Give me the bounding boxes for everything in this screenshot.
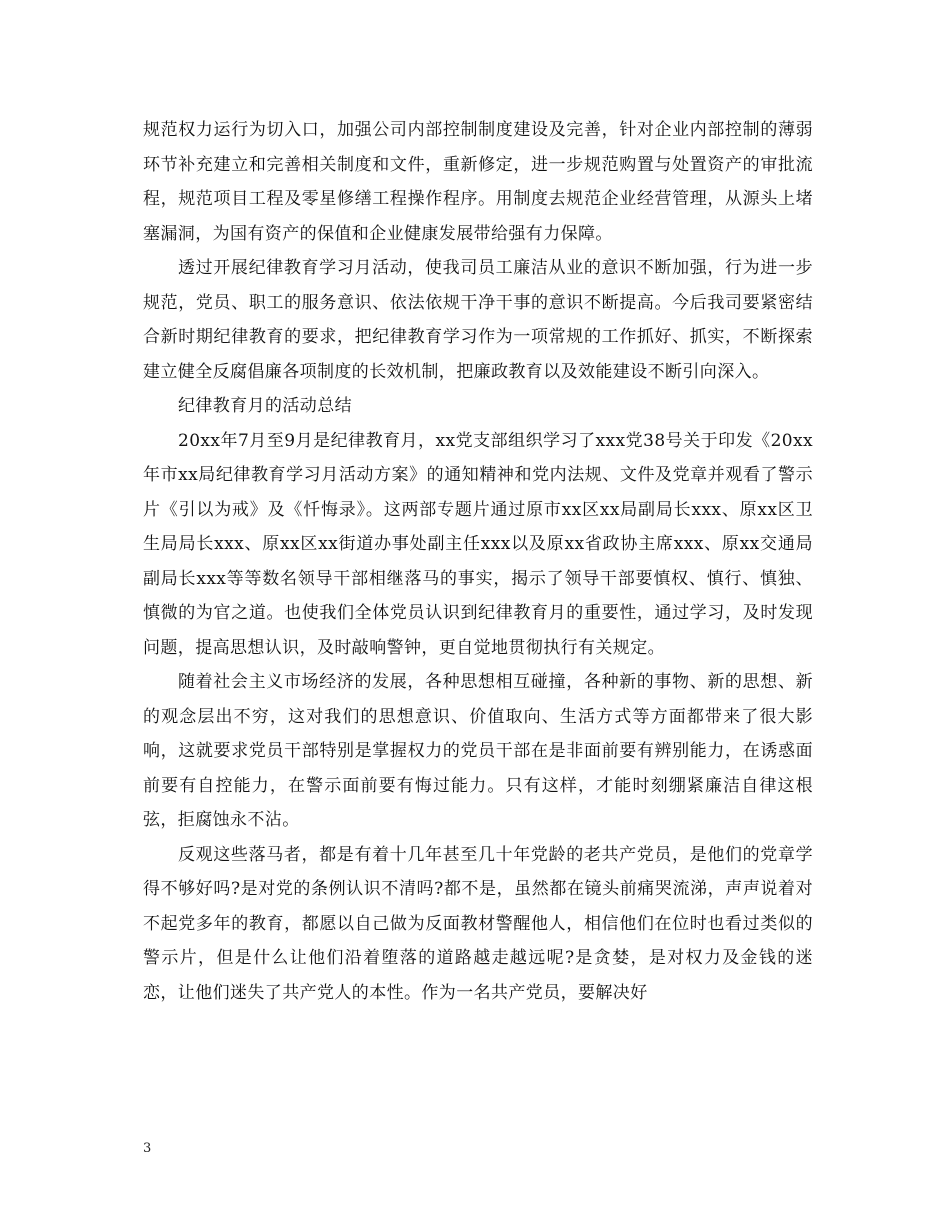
paragraph-study-month-results: 透过开展纪律教育学习月活动，使我司员工廉洁从业的意识不断加强，行为进一步规范，党员、职工的服务意识、依法依规干净干事的意识不断提高。今后我司要紧密结合新时期纪律教育的要求，把纪律教育学习作为一项常规的工作抓好、抓实，不断探索建立健全反腐倡廉各项制度的长效机制，把廉政教育以及效能建设不断引向深入。 xyxy=(143,258,813,382)
paragraph-reflection: 反观这些落马者，都是有着十几年甚至几十年党龄的老共产党员，是他们的党章学得不够好吗?是对党的条例认识不清吗?都不是，虽然都在镜头前痛哭流涕，声声说着对不起党多年的教育，都愿以自己做为反面教材警醒他人，相信他们在位时也看过类似的警示片，但是什么让他们沿着堕落的道路越走越远呢?是贪婪，是对权力及金钱的迷恋，让他们迷失了共产党人的本性。作为一名共产党员，要解决好 xyxy=(143,844,813,1003)
paragraph-market-economy: 随着社会主义市场经济的发展，各种思想相互碰撞，各种新的事物、新的思想、新的观念层出不穷，这对我们的思想意识、价值取向、生活方式等方面都带来了很大影响，这就要求党员干部特别是掌握权力的党员干部在是非面前要有辨别能力，在诱惑面前要有自控能力，在警示面前要有悔过能力。只有这样，才能时刻绷紧廉洁自律这根弦，拒腐蚀永不沾。 xyxy=(143,672,813,830)
paragraph-continuation: 规范权力运行为切入口，加强公司内部控制制度建设及完善，针对企业内部控制的薄弱环节补充建立和完善相关制度和文件，重新修定，进一步规范购置与处置资产的审批流程，规范项目工程及零星修缮工程操作程序。用制度去规范企业经营管理，从源头上堵塞漏洞，为国有资产的保值和企业健康发展带给强有力保障。 xyxy=(143,120,813,244)
body-text xyxy=(143,113,813,1010)
section-heading: 纪律教育月的活动总结 xyxy=(178,396,352,416)
page-number: 3 xyxy=(143,1141,152,1156)
paragraph-warning-films: 20xx年7月至9月是纪律教育月，xx党支部组织学习了xxx党38号关于印发《20xx年市xx局纪律教育学习月活动方案》的通知精神和党内法规、文件及党章并观看了警示片《引以为戒》及《忏悔录》。这两部专题片通过原市xx区xx局副局长xxx、原xx区卫生局局长xxx、原xx区xx街道办事处副主任xxx以及原xx省政协主席xxx、原xx交通局副局长xxx等等数名领导干部相继落马的事实，揭示了领导干部要慎权、慎行、慎独、慎微的为官之道。也使我们全体党员认识到纪律教育月的重要性，通过学习，及时发现问题，提高思想认识，及时敲响警钟，更自觉地贯彻执行有关规定。 xyxy=(143,430,813,658)
